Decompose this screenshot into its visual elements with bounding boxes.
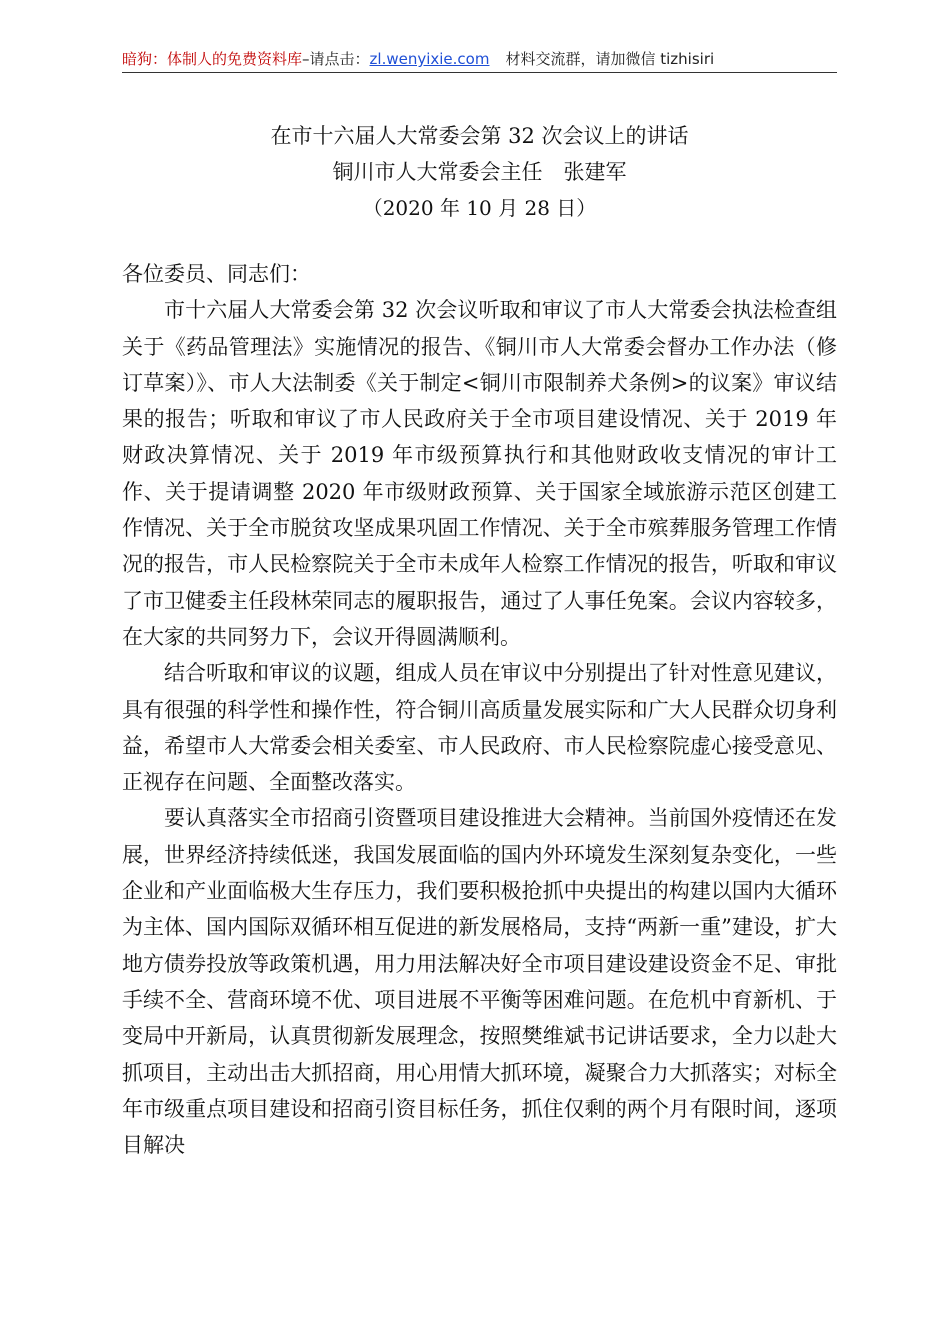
- header-ad-title: 暗狗：体制人的免费资料库: [122, 50, 303, 68]
- speech-date: （2020 年 10 月 28 日）: [362, 196, 597, 220]
- paragraph-1: 市十六届人大常委会第 32 次会议听取和审议了市人大常委会执法检查组关于《药品管理法》实施情况的报告、《铜川市人大常委会督办工作办法（修订草案）》、市人大法制委《关于制定<铜川市限制养犬条例>的议案》审议结果的报告；听取和审议了市人民政府关于全市项目建设情况、关于 2019 年财政决算情况、关于 2019 年市级预算执行和其他财政收支情况的审计工作、关于提请调整 2020 年市级财政预算、关于国家全域旅游示范区创建工作情况、关于全市脱贫攻坚成果巩固工作情况、关于全市殡葬服务管理工作情况的报告，市人民检察院关于全市未成年人检察工作情况的报告，听取和审议了市卫健委主任段林荣同志的履职报告，通过了人事任免案。会议内容较多，在大家的共同努力下，会议开得圆满顺利。: [122, 298, 837, 649]
- header-banner: [122, 46, 837, 72]
- header-ad-link[interactable]: zl.wenyixie.com: [369, 50, 490, 68]
- paragraph-3: 要认真落实全市招商引资暨项目建设推进大会精神。当前国外疫情还在发展，世界经济持续低迷，我国发展面临的国内外环境发生深刻复杂变化，一些企业和产业面临极大生存压力，我们要积极抢抓中央提出的构建以国内大循环为主体、国内国际双循环相互促进的新发展格局，支持“两新一重”建设，扩大地方债券投放等政策机遇，用力用法解决好全市项目建设建设资金不足、审批手续不全、营商环境不优、项目进展不平衡等困难问题。在危机中育新机、于变局中开新局，认真贯彻新发展理念，按照樊维斌书记讲话要求，全力以赴大抓项目，主动出击大抓招商，用心用情大抓环境，凝聚合力大抓落实；对标全年市级重点项目建设和招商引资目标任务，抓住仅剩的两个月有限时间，逐项目解决: [122, 806, 837, 1158]
- salutation: 各位委员、同志们：: [122, 262, 311, 286]
- header-ad-wechat: 材料交流群，请加微信 tizhisiri: [505, 50, 715, 68]
- speech-title: 在市十六届人大常委会第 32 次会议上的讲话: [270, 124, 689, 148]
- document-body: [122, 256, 837, 1163]
- header-divider: [122, 72, 837, 73]
- speaker-line: 铜川市人大常委会主任 张建军: [332, 160, 627, 184]
- paragraph-2: 结合听取和审议的议题，组成人员在审议中分别提出了针对性意见建议，具有很强的科学性和操作性，符合铜川高质量发展实际和广大人民群众切身利益，希望市人大常委会相关委室、市人民政府、市人民检察院虚心接受意见、正视存在问题、全面整改落实。: [122, 661, 837, 795]
- header-ad-separator: –请点击：: [302, 50, 370, 68]
- document-title-block: [122, 118, 837, 226]
